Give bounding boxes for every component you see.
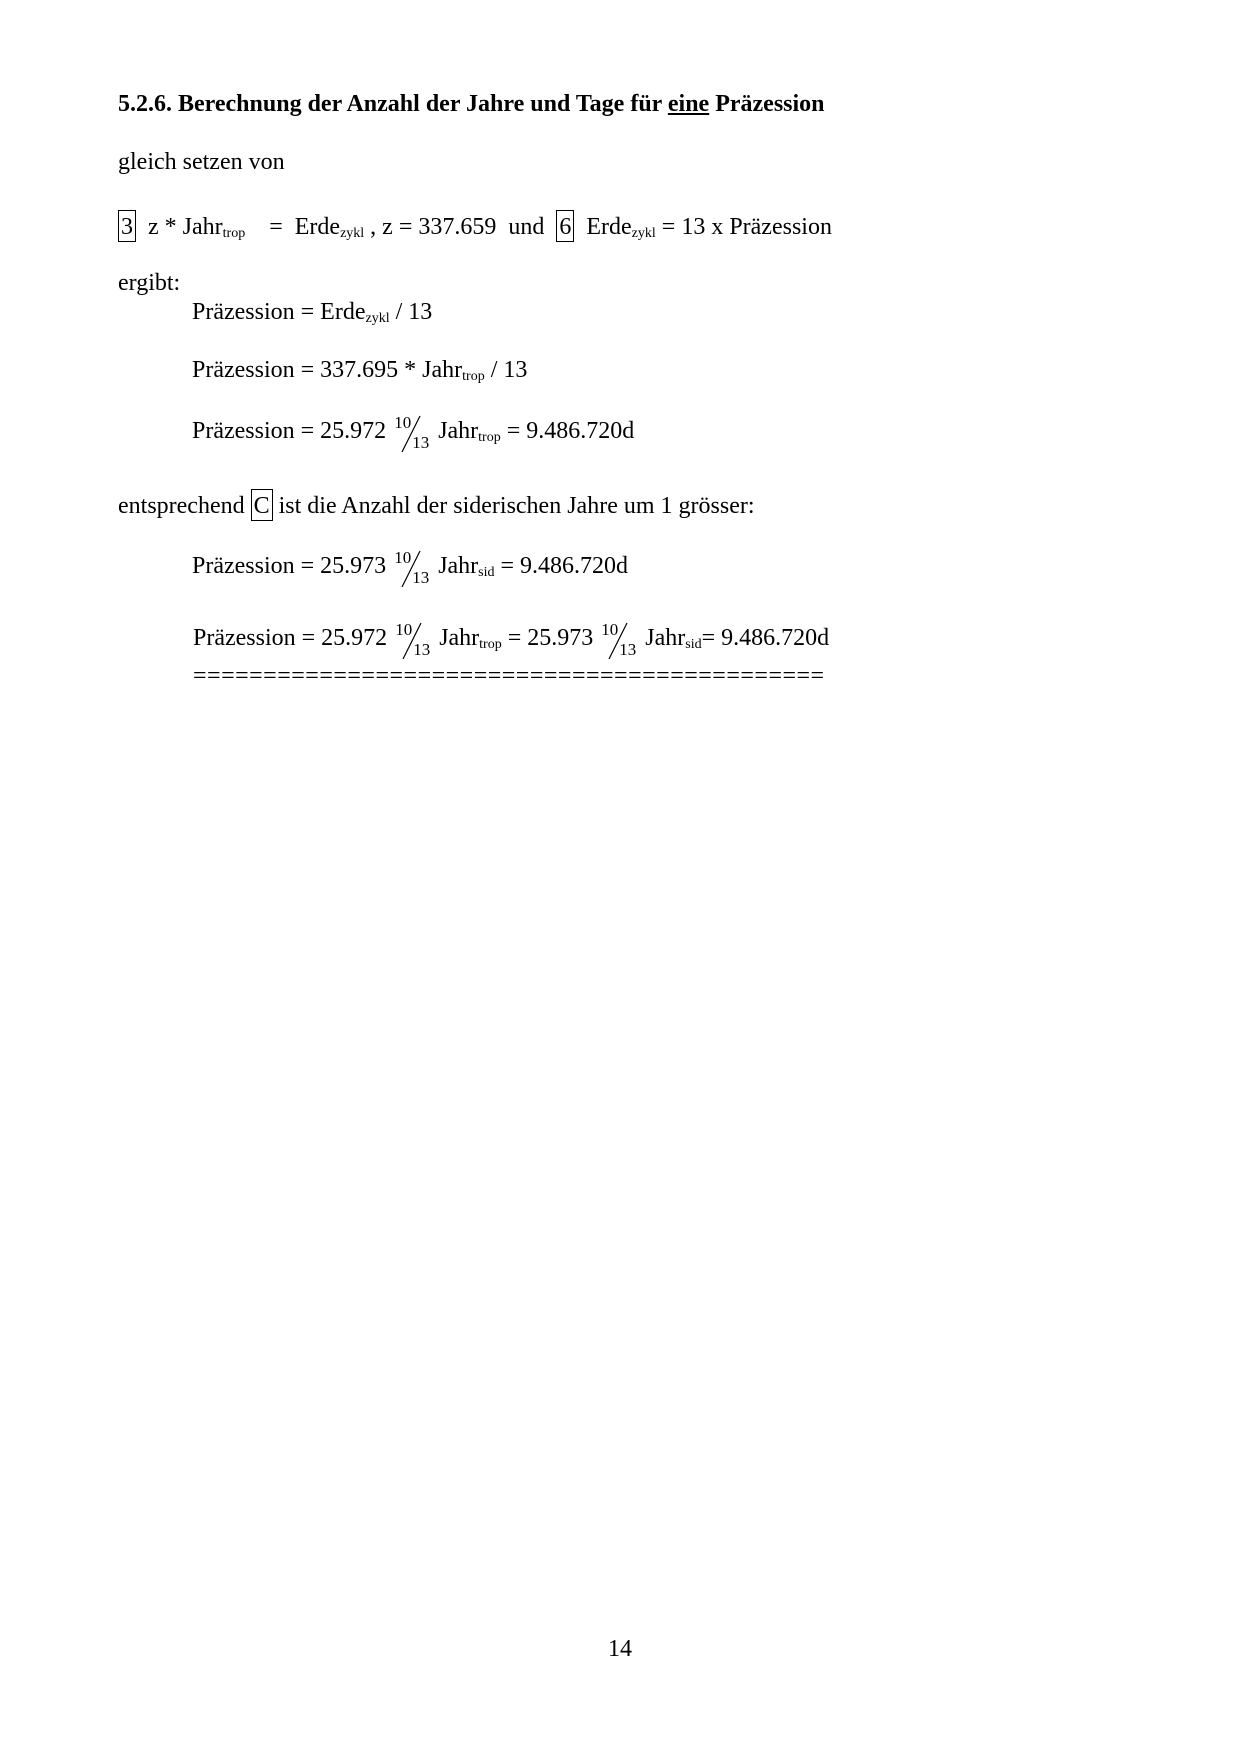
line-a-post: / 13: [395, 299, 433, 325]
result-line-e: [193, 620, 830, 659]
fraction-denominator: 13: [412, 433, 430, 452]
line-c-post: = 9.486.720d: [506, 418, 635, 444]
line-e-post: = 9.486.720d: [701, 625, 830, 651]
fraction-numerator: 10: [394, 548, 412, 567]
double-underline-rule: =============================================: [193, 663, 825, 689]
equals-sign: =: [269, 214, 283, 240]
fraction-denominator: 13: [412, 568, 430, 587]
line-c-text: Präzession = 25.972: [192, 418, 387, 444]
entsprechend-text: entsprechend: [118, 493, 245, 519]
line-b-post: / 13: [490, 357, 528, 383]
jahr-text: Jahr: [439, 625, 480, 651]
jahr-text: Jahr: [438, 553, 479, 579]
heading-text-end: Präzession: [715, 91, 825, 117]
line-e-subscript-trop: trop: [479, 637, 502, 652]
line-c-subscript: trop: [478, 430, 501, 445]
jahr-text: Jahr: [645, 625, 686, 651]
result-line-a: [192, 300, 432, 324]
equation-ref-box-3: 3: [118, 210, 136, 242]
z-value: , z = 337.659: [370, 214, 497, 240]
fraction-numerator: 10: [601, 620, 619, 639]
heading-text: Berechnung der Anzahl der Jahre und Tage für: [178, 91, 662, 117]
line-e-subscript-sid: sid: [685, 637, 702, 652]
line-b-text: Präzession = 337.695 * Jahr: [192, 357, 463, 383]
heading-underlined-word: eine: [667, 91, 710, 117]
entsprechend-post: ist die Anzahl der siderischen Jahre um 1 grösser:: [278, 493, 755, 519]
page-number: 14: [608, 1636, 632, 1662]
ergibt-label: ergibt:: [118, 270, 181, 296]
subscript-trop: trop: [222, 226, 246, 241]
line-d-text: Präzession = 25.973: [192, 553, 387, 579]
erde-text-2: Erde: [586, 214, 632, 240]
eq-part: z * Jahr: [148, 214, 223, 240]
line-d-post: = 9.486.720d: [500, 553, 629, 579]
jahr-text: Jahr: [438, 418, 479, 444]
section-number: 5.2.6.: [118, 91, 172, 117]
line-e-text: Präzession = 25.972: [193, 625, 388, 651]
fraction-numerator: 10: [395, 620, 413, 639]
fraction: [599, 620, 639, 659]
equation-ref-box-c: C: [251, 489, 273, 521]
result-line-d: [192, 548, 629, 587]
fraction: [392, 548, 432, 587]
equation-ref-box-6: 6: [556, 210, 574, 242]
section-heading: [118, 92, 825, 116]
given-equation: [118, 210, 832, 242]
result-line-c: [192, 413, 635, 452]
result-line-b: [192, 358, 527, 382]
line-d-subscript: sid: [478, 565, 495, 580]
entsprechend-line: [118, 489, 755, 521]
line-b-subscript: trop: [462, 369, 485, 384]
und-word: und: [508, 214, 545, 240]
erde-text: Erde: [294, 214, 341, 240]
fraction-denominator: 13: [619, 640, 637, 659]
intro-text: gleich setzen von: [118, 149, 285, 175]
line-e-mid: = 25.973: [507, 625, 594, 651]
fraction-numerator: 10: [394, 413, 412, 432]
fraction: [393, 620, 433, 659]
line-a-text: Präzession = Erde: [192, 299, 366, 325]
line-a-subscript: zykl: [365, 311, 390, 326]
subscript-zykl: zykl: [340, 226, 365, 241]
subscript-zykl-2: zykl: [631, 226, 656, 241]
fraction: [392, 413, 432, 452]
fraction-denominator: 13: [413, 640, 431, 659]
eq-rest: = 13 x Präzession: [661, 214, 832, 240]
